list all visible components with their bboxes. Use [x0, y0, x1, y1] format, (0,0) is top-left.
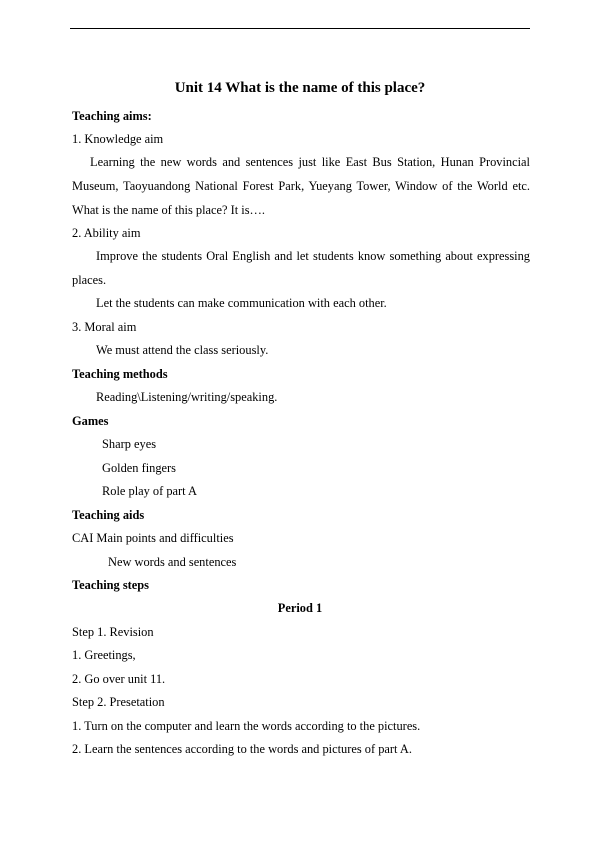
step-1-heading: Step 1. Revision — [72, 625, 154, 639]
teaching-aids-line-2: New words and sentences — [108, 555, 237, 569]
teaching-methods-heading: Teaching methods — [72, 367, 168, 381]
ability-aim-line-1: Improve the students Oral English and let students know something about expressing — [96, 249, 530, 263]
moral-aim-line-1: We must attend the class seriously. — [96, 343, 269, 357]
teaching-aids-line-1: CAI Main points and difficulties — [72, 531, 234, 545]
teaching-aids-heading: Teaching aids — [72, 508, 145, 522]
step-2-item: 1. Turn on the computer and learn the words according to the pictures. — [72, 719, 421, 733]
step-2-item: 2. Learn the sentences according to the words and pictures of part A. — [72, 742, 412, 756]
teaching-steps-heading: Teaching steps — [72, 578, 149, 592]
knowledge-aim-line-1: Learning the new words and sentences just like East Bus Station, Hunan Provincial — [90, 155, 530, 169]
step-2-heading: Step 2. Presetation — [72, 695, 165, 709]
teaching-aims-heading: Teaching aims: — [72, 109, 152, 123]
ability-aim-line-3: Let the students can make communication with each other. — [96, 296, 387, 310]
step-1-item: 2. Go over unit 11. — [72, 672, 166, 686]
ability-aim-heading: 2. Ability aim — [72, 226, 141, 240]
games-item: Role play of part A — [102, 484, 197, 498]
knowledge-aim-heading: 1. Knowledge aim — [72, 132, 164, 146]
teaching-methods-line-1: Reading\Listening/writing/speaking. — [96, 390, 278, 404]
step-1-item: 1. Greetings, — [72, 648, 136, 662]
games-item: Sharp eyes — [102, 437, 157, 451]
header-rule — [70, 28, 530, 29]
period-heading: Period 1 — [277, 601, 323, 615]
knowledge-aim-line-3: What is the name of this place? It is…. — [72, 203, 266, 217]
ability-aim-line-2: places. — [72, 273, 107, 287]
document-title: Unit 14 What is the name of this place? — [174, 80, 426, 96]
games-item: Golden fingers — [102, 461, 176, 475]
moral-aim-heading: 3. Moral aim — [72, 320, 137, 334]
knowledge-aim-line-2: Museum, Taoyuandong National Forest Park, Yueyang Tower, Window of the World etc. — [72, 179, 530, 193]
games-heading: Games — [72, 414, 109, 428]
